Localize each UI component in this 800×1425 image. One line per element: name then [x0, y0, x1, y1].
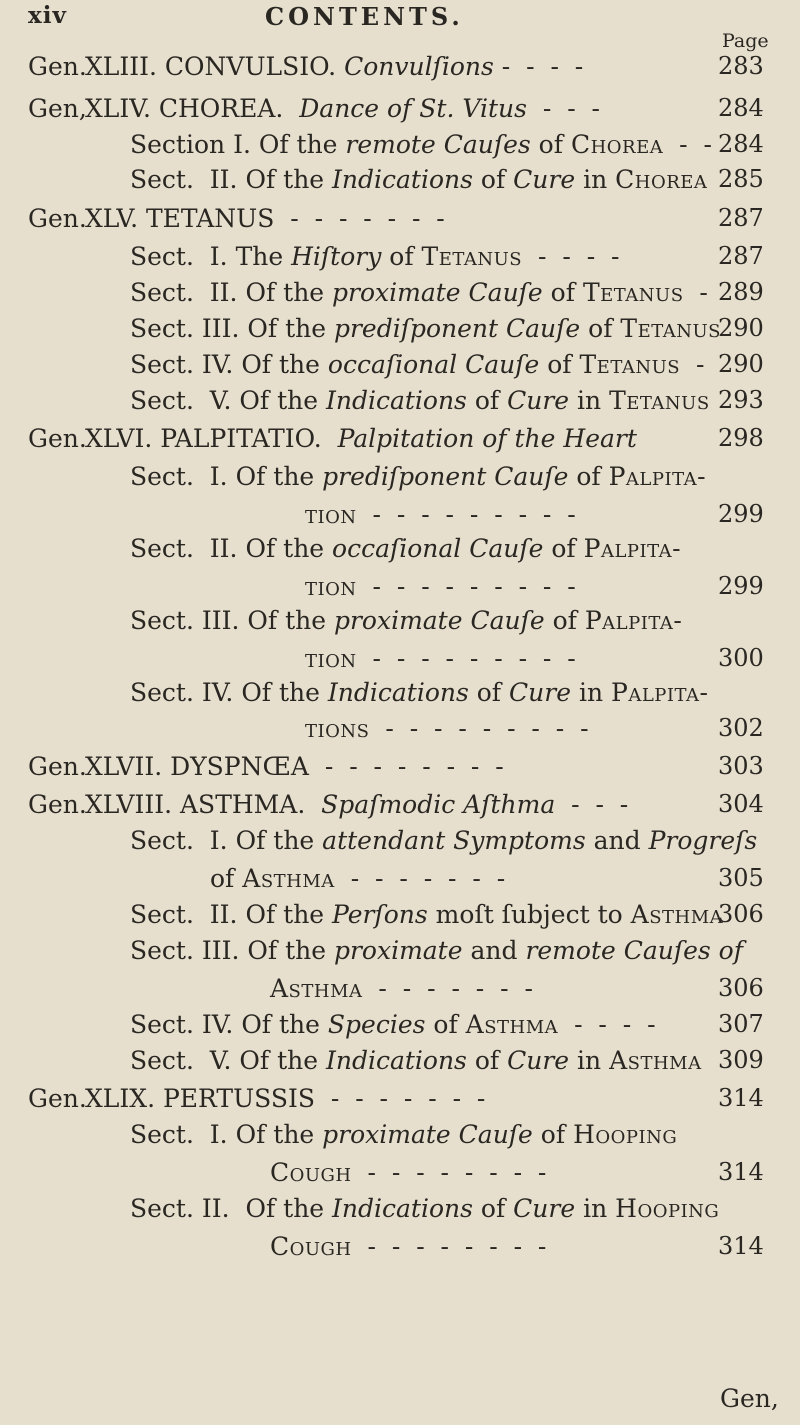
- contents-row: [0, 314, 800, 350]
- contents-row: [0, 678, 800, 714]
- page-ref: 284: [718, 94, 764, 122]
- entry-text: XLIX. PERTUSSIS - - - - - - -: [85, 1084, 486, 1113]
- page-ref: 290: [718, 314, 764, 342]
- page-ref: 302: [718, 714, 764, 742]
- entry-text: XLVII. DYSPNŒA - - - - - - - -: [85, 752, 504, 781]
- contents-row: [0, 462, 800, 498]
- contents-row: [0, 386, 800, 422]
- page-ref: 307: [718, 1010, 764, 1038]
- entry-text: Sect. III. Of the proximate Cauſe of Palpita-: [130, 606, 683, 635]
- contents-row: [0, 900, 800, 936]
- contents-row: [0, 165, 800, 201]
- genus-label: Gen.: [28, 204, 87, 233]
- page-ref: 298: [718, 424, 764, 452]
- contents-row: [0, 714, 800, 750]
- contents-row: [0, 1046, 800, 1082]
- contents-row: [0, 936, 800, 972]
- contents-row: [0, 1084, 800, 1120]
- page-column-label: Page: [722, 30, 769, 52]
- entry-text: tion - - - - - - - - -: [305, 644, 576, 673]
- entry-text: Cough - - - - - - - -: [270, 1158, 547, 1187]
- page-ref: 293: [718, 386, 764, 414]
- contents-row: [0, 242, 800, 278]
- entry-text: Sect. I. The Hiſtory of Tetanus - - - -: [130, 242, 620, 271]
- page-ref: 309: [718, 1046, 764, 1074]
- entry-text: XLIV. CHOREA. Dance of St. Vitus - - -: [85, 94, 600, 123]
- page-ref: 300: [718, 644, 764, 672]
- contents-row: [0, 534, 800, 570]
- page-ref: 314: [718, 1158, 764, 1186]
- page-ref: 290: [718, 350, 764, 378]
- page-ref: 299: [718, 572, 764, 600]
- entry-text: Sect. II. Of the Indications of Cure in Chorea: [130, 165, 708, 194]
- page-ref: 303: [718, 752, 764, 780]
- contents-row: [0, 752, 800, 788]
- page-ref: 304: [718, 790, 764, 818]
- contents-row: [0, 500, 800, 536]
- entry-text: Sect. II. Of the Perſons moſt ſubject to Asthma: [130, 900, 724, 929]
- contents-row: [0, 606, 800, 642]
- contents-row: [0, 644, 800, 680]
- entry-text: tions - - - - - - - - -: [305, 714, 589, 743]
- entry-text: Sect. V. Of the Indications of Cure in Tetanus: [130, 386, 710, 415]
- entry-text: XLVI. PALPITATIO. Palpitation of the Heart: [85, 424, 637, 453]
- contents-row: [0, 278, 800, 314]
- page-ref: 306: [718, 900, 764, 928]
- page-ref: 305: [718, 864, 764, 892]
- page-ref: 306: [718, 974, 764, 1002]
- contents-row: [0, 1194, 800, 1230]
- entry-text: tion - - - - - - - - -: [305, 572, 576, 601]
- contents-row: [0, 864, 800, 900]
- contents-row: [0, 572, 800, 608]
- entry-text: of Asthma - - - - - - -: [210, 864, 506, 893]
- entry-text: Sect. V. Of the Indications of Cure in Asthma: [130, 1046, 702, 1075]
- page-ref: 284: [718, 130, 764, 158]
- page-title: CONTENTS.: [265, 2, 464, 31]
- entry-text: XLVIII. ASTHMA. Spaſmodic Aſthma - - -: [85, 790, 629, 819]
- contents-row: [0, 826, 800, 862]
- genus-label: Gen.: [28, 790, 87, 819]
- entry-text: Sect. IV. Of the Indications of Cure in Palpita-: [130, 678, 709, 707]
- entry-text: Sect. IV. Of the Species of Asthma - - - -: [130, 1010, 656, 1039]
- contents-row: [0, 974, 800, 1010]
- entry-text: XLIII. CONVULSIO. Convulſions - - - -: [85, 52, 584, 81]
- entry-text: Sect. I. Of the proximate Cauſe of Hooping: [130, 1120, 678, 1149]
- page-ref: 285: [718, 165, 764, 193]
- entry-text: Sect. III. Of the prediſponent Cauſe of Tetanus: [130, 314, 721, 343]
- entry-text: Asthma - - - - - - -: [270, 974, 533, 1003]
- page-ref: 299: [718, 500, 764, 528]
- page-ref: 283: [718, 52, 764, 80]
- entry-text: tion - - - - - - - - -: [305, 500, 576, 529]
- contents-row: [0, 130, 800, 166]
- genus-label: Gen.: [28, 1084, 87, 1113]
- entry-text: Sect. II. Of the proximate Cauſe of Tetanus -: [130, 278, 708, 307]
- entry-text: Cough - - - - - - - -: [270, 1232, 547, 1261]
- contents-row: [0, 1120, 800, 1156]
- contents-row: [0, 1232, 800, 1268]
- page-ref: 289: [718, 278, 764, 306]
- contents-row: [0, 350, 800, 386]
- catchword: Gen,: [720, 1384, 779, 1413]
- entry-text: Sect. I. Of the attendant Symptoms and Progreſs: [130, 826, 758, 855]
- contents-row: [0, 790, 800, 826]
- entry-text: Sect. III. Of the proximate and remote Cauſes of: [130, 936, 743, 965]
- entry-text: Sect. IV. Of the occaſional Cauſe of Tetanus -: [130, 350, 705, 379]
- page-ref: 314: [718, 1232, 764, 1260]
- page-number: xiv: [28, 2, 67, 29]
- page-ref: 314: [718, 1084, 764, 1112]
- entry-text: Sect. II. Of the occaſional Cauſe of Palpita-: [130, 534, 682, 563]
- genus-label: Gen,: [28, 94, 87, 123]
- genus-label: Gen.: [28, 752, 87, 781]
- contents-row: [0, 1010, 800, 1046]
- contents-row: [0, 52, 800, 88]
- contents-row: [0, 204, 800, 240]
- contents-row: [0, 1158, 800, 1194]
- entry-text: Section I. Of the remote Cauſes of Chorea - -: [130, 130, 712, 159]
- entry-text: Sect. I. Of the prediſponent Cauſe of Palpita-: [130, 462, 707, 491]
- contents-row: [0, 424, 800, 460]
- genus-label: Gen.: [28, 424, 87, 453]
- page-ref: 287: [718, 204, 764, 232]
- page-ref: 287: [718, 242, 764, 270]
- entry-text: XLV. TETANUS - - - - - - -: [85, 204, 445, 233]
- genus-label: Gen.: [28, 52, 87, 81]
- entry-text: Sect. II. Of the Indications of Cure in Hooping: [130, 1194, 720, 1223]
- contents-row: [0, 94, 800, 130]
